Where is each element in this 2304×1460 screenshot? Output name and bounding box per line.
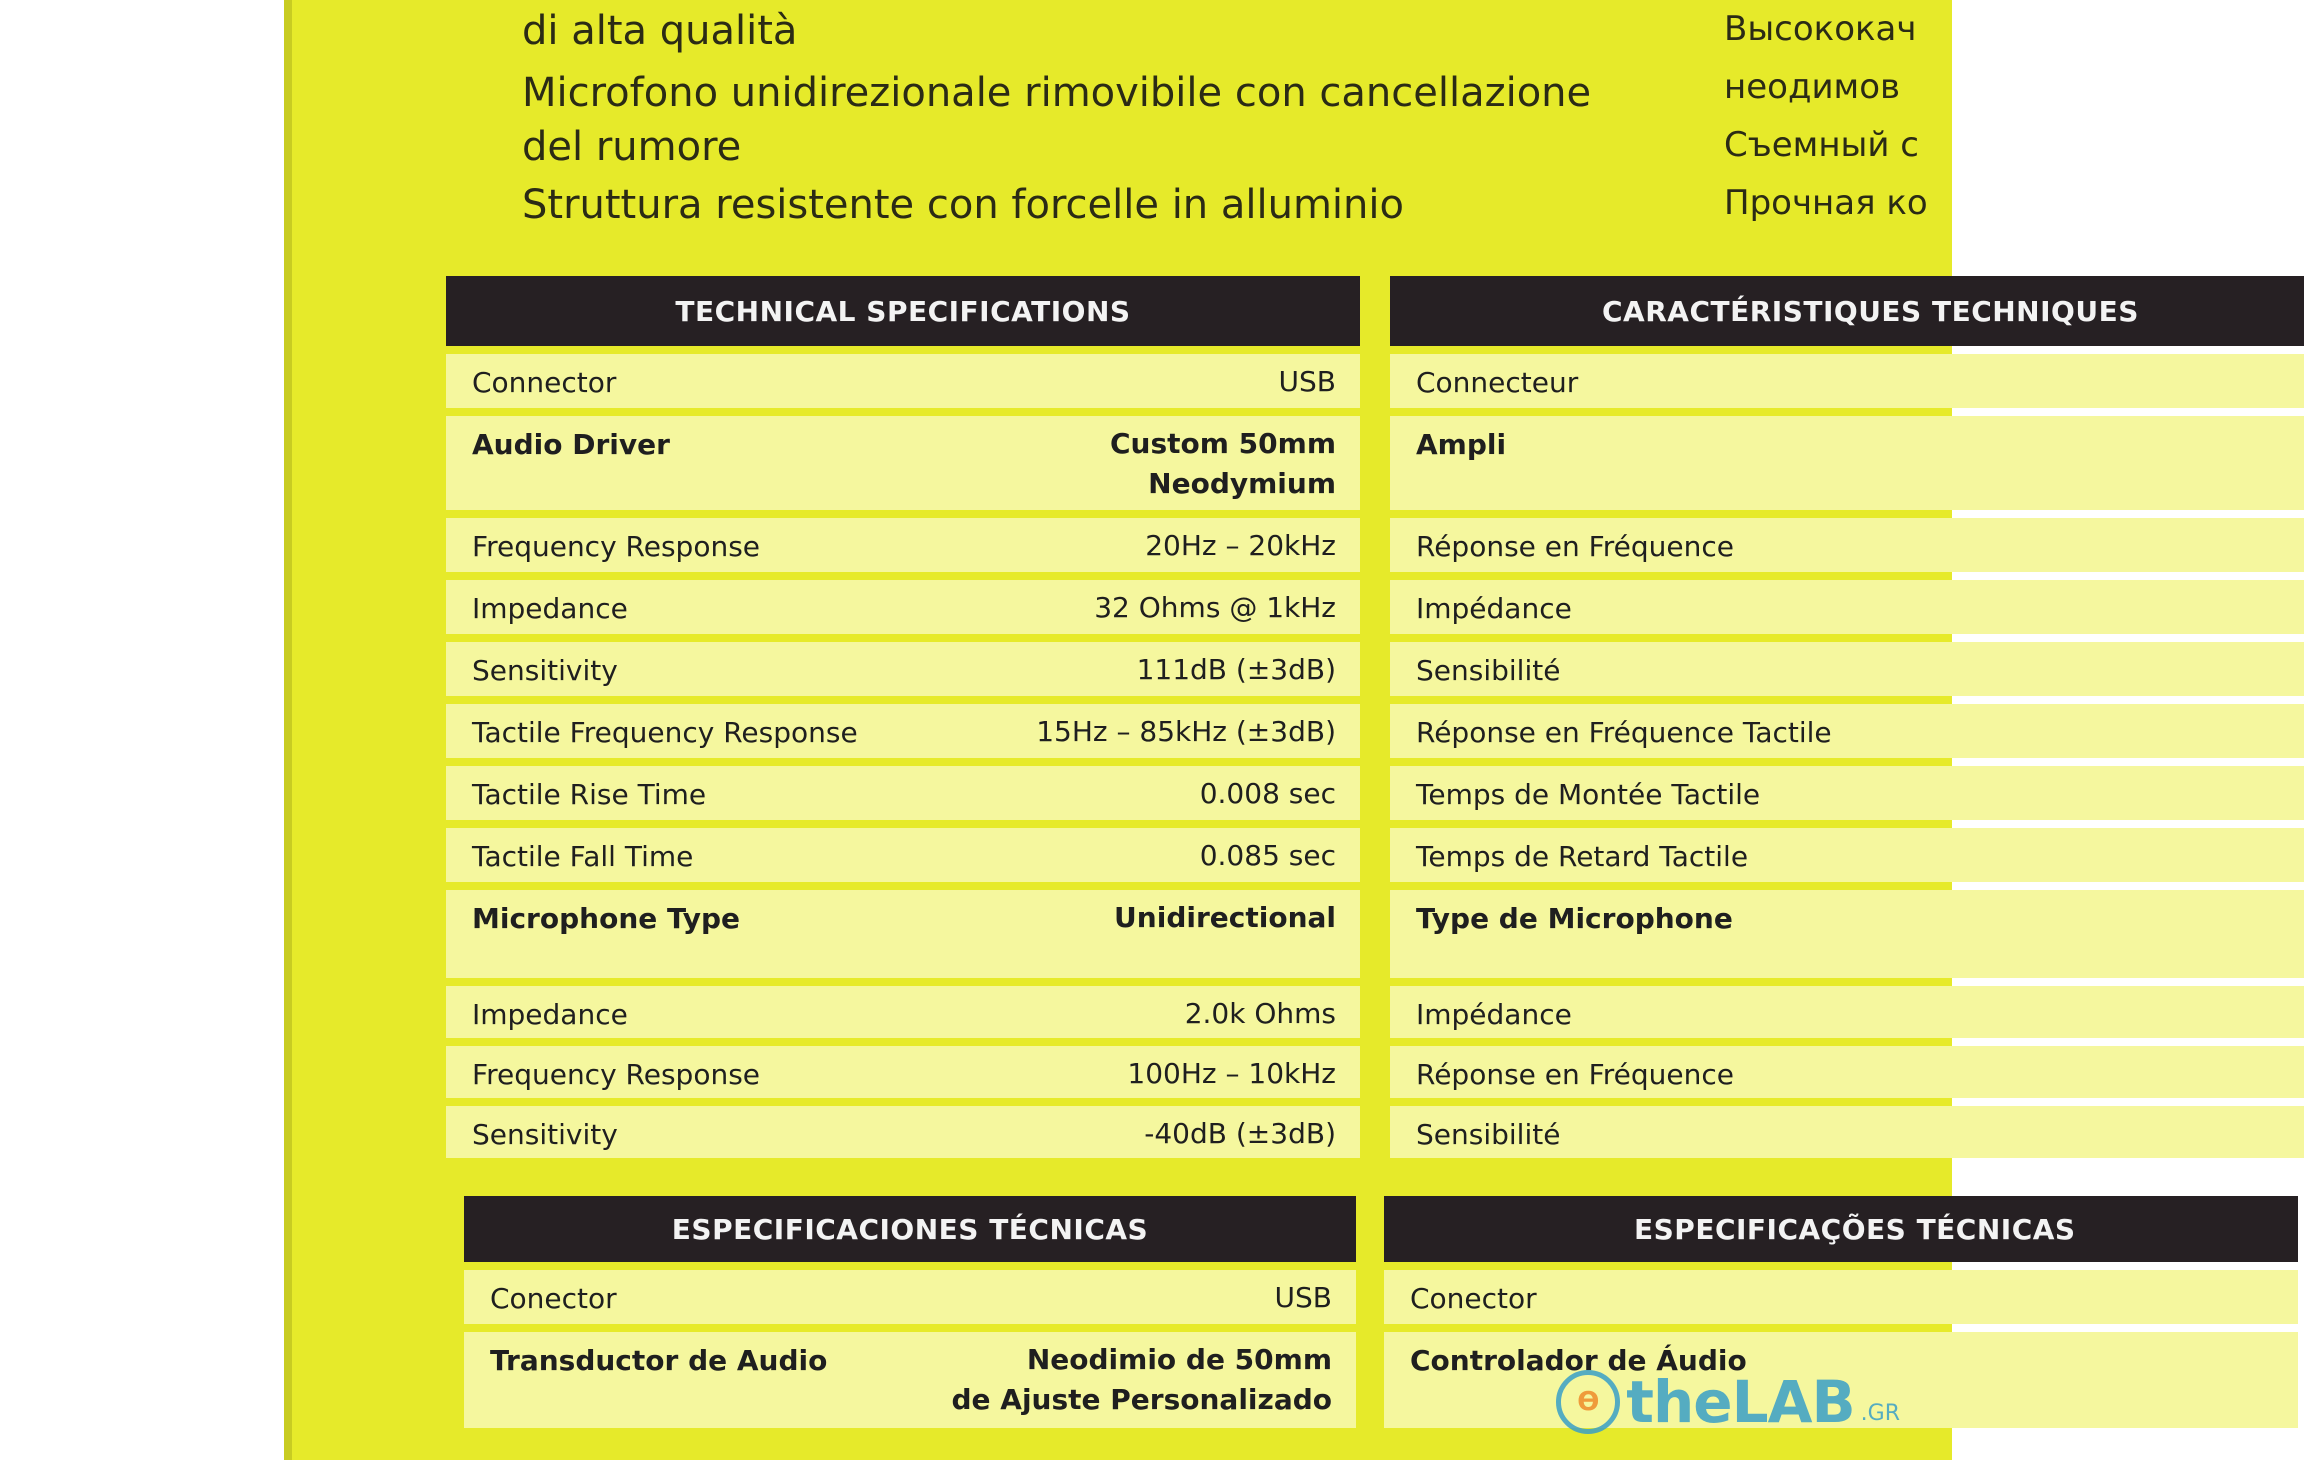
row-label: Controlador de Áudio — [1410, 1344, 1747, 1377]
table-row — [446, 1106, 1360, 1158]
feature-line: неодимов — [1724, 67, 1901, 107]
italian-feature-list — [522, 0, 1622, 232]
row-value: USB — [1274, 1281, 1332, 1314]
feature-line: Прочная ко — [1724, 183, 1928, 223]
row-value: 32 Ohms @ 1kHz — [1094, 591, 1336, 624]
table-row — [446, 704, 1360, 758]
row-value: Neodimio de 50mm de Ajuste Personalizado — [951, 1343, 1332, 1416]
table-row — [1390, 766, 2304, 820]
row-value: -40dB (±3dB) — [1144, 1117, 1336, 1150]
row-label: Conector — [1410, 1282, 1537, 1315]
row-label: Impédance — [1416, 592, 1572, 625]
row-label: Sensibilité — [1416, 654, 1561, 687]
table-row — [1384, 1270, 2298, 1324]
spec-table-spanish — [464, 1196, 1356, 1440]
table-row — [1390, 518, 2304, 572]
table-row — [1390, 416, 2304, 510]
table-row — [446, 580, 1360, 634]
feature-line: Microfono unidirezionale rimovibile con cancellazione — [522, 70, 1592, 116]
table-row — [446, 766, 1360, 820]
feature-line: di alta qualità — [522, 8, 798, 54]
row-label: Transductor de Audio — [490, 1344, 828, 1377]
table-row — [446, 642, 1360, 696]
row-value: Custom 50mm Neodymium — [1109, 427, 1336, 500]
row-label: Type de Microphone — [1416, 902, 1733, 935]
row-label: Impédance — [1416, 998, 1572, 1031]
table-row — [1390, 354, 2304, 408]
table-row — [1390, 580, 2304, 634]
table-row — [446, 518, 1360, 572]
row-label: Audio Driver — [472, 428, 670, 461]
row-value: 0.085 sec — [1199, 839, 1336, 872]
feature-line: del rumore — [522, 124, 742, 170]
feature-line: Высококач — [1724, 9, 1917, 49]
row-label: Tactile Fall Time — [472, 840, 694, 873]
row-value: Unidirectional — [1114, 901, 1336, 934]
row-label: Impedance — [472, 998, 628, 1031]
row-label: Microphone Type — [472, 902, 741, 935]
table-row — [446, 890, 1360, 978]
row-label: Sensitivity — [472, 1118, 618, 1151]
table-header: TECHNICAL SPECIFICATIONS — [446, 276, 1360, 346]
brand-lab: LAB — [1731, 1368, 1855, 1436]
table-header: ESPECIFICAÇÕES TÉCNICAS — [1384, 1196, 2298, 1262]
table-row — [1390, 704, 2304, 758]
row-value: 0.008 sec — [1199, 777, 1336, 810]
row-label: Réponse en Fréquence — [1416, 1058, 1734, 1091]
watermark-brand — [1626, 1368, 1854, 1436]
row-label: Temps de Montée Tactile — [1416, 778, 1761, 811]
row-label: Ampli — [1416, 428, 1507, 461]
row-label: Réponse en Fréquence — [1416, 530, 1734, 563]
feature-line: Struttura resistente con forcelle in alluminio — [522, 182, 1404, 228]
row-label: Connector — [472, 366, 617, 399]
table-row — [446, 986, 1360, 1038]
table-row — [446, 1046, 1360, 1098]
thelab-watermark — [1556, 1368, 1900, 1436]
row-value: 100Hz – 10kHz — [1127, 1057, 1336, 1090]
table-row — [1390, 986, 2304, 1038]
watermark-suffix: .GR — [1860, 1401, 1900, 1426]
row-label: Temps de Retard Tactile — [1416, 840, 1749, 873]
table-row — [1390, 642, 2304, 696]
table-row — [1390, 890, 2304, 978]
row-value: 111dB (±3dB) — [1136, 653, 1336, 686]
thelab-logo-icon: ϴ — [1556, 1370, 1620, 1434]
table-row — [1390, 1106, 2304, 1158]
row-value: 15Hz – 85kHz (±3dB) — [1036, 715, 1336, 748]
table-row — [464, 1332, 1356, 1428]
brand-the: the — [1626, 1368, 1732, 1436]
table-row — [464, 1270, 1356, 1324]
row-label: Frequency Response — [472, 530, 761, 563]
table-row — [446, 416, 1360, 510]
table-row — [1390, 1046, 2304, 1098]
table-header: ESPECIFICACIONES TÉCNICAS — [464, 1196, 1356, 1262]
row-label: Impedance — [472, 592, 628, 625]
row-value: USB — [1278, 365, 1336, 398]
row-value: 2.0k Ohms — [1184, 997, 1336, 1030]
spec-table-english — [446, 276, 1360, 1158]
table-row — [446, 828, 1360, 882]
row-label: Réponse en Fréquence Tactile — [1416, 716, 1832, 749]
row-label: Frequency Response — [472, 1058, 761, 1091]
russian-feature-list — [1724, 0, 1944, 232]
row-label: Sensibilité — [1416, 1118, 1561, 1151]
row-label: Tactile Rise Time — [472, 778, 707, 811]
table-row — [1390, 828, 2304, 882]
feature-line: Съемный с — [1724, 125, 1920, 165]
row-value: 20Hz – 20kHz — [1145, 529, 1336, 562]
row-label: Connecteur — [1416, 366, 1579, 399]
row-label: Conector — [490, 1282, 617, 1315]
spec-table-french — [1390, 276, 2139, 1158]
row-label: Sensitivity — [472, 654, 618, 687]
table-row — [446, 354, 1360, 408]
row-label: Tactile Frequency Response — [472, 716, 858, 749]
table-header: CARACTÉRISTIQUES TECHNIQUES — [1390, 276, 2304, 346]
